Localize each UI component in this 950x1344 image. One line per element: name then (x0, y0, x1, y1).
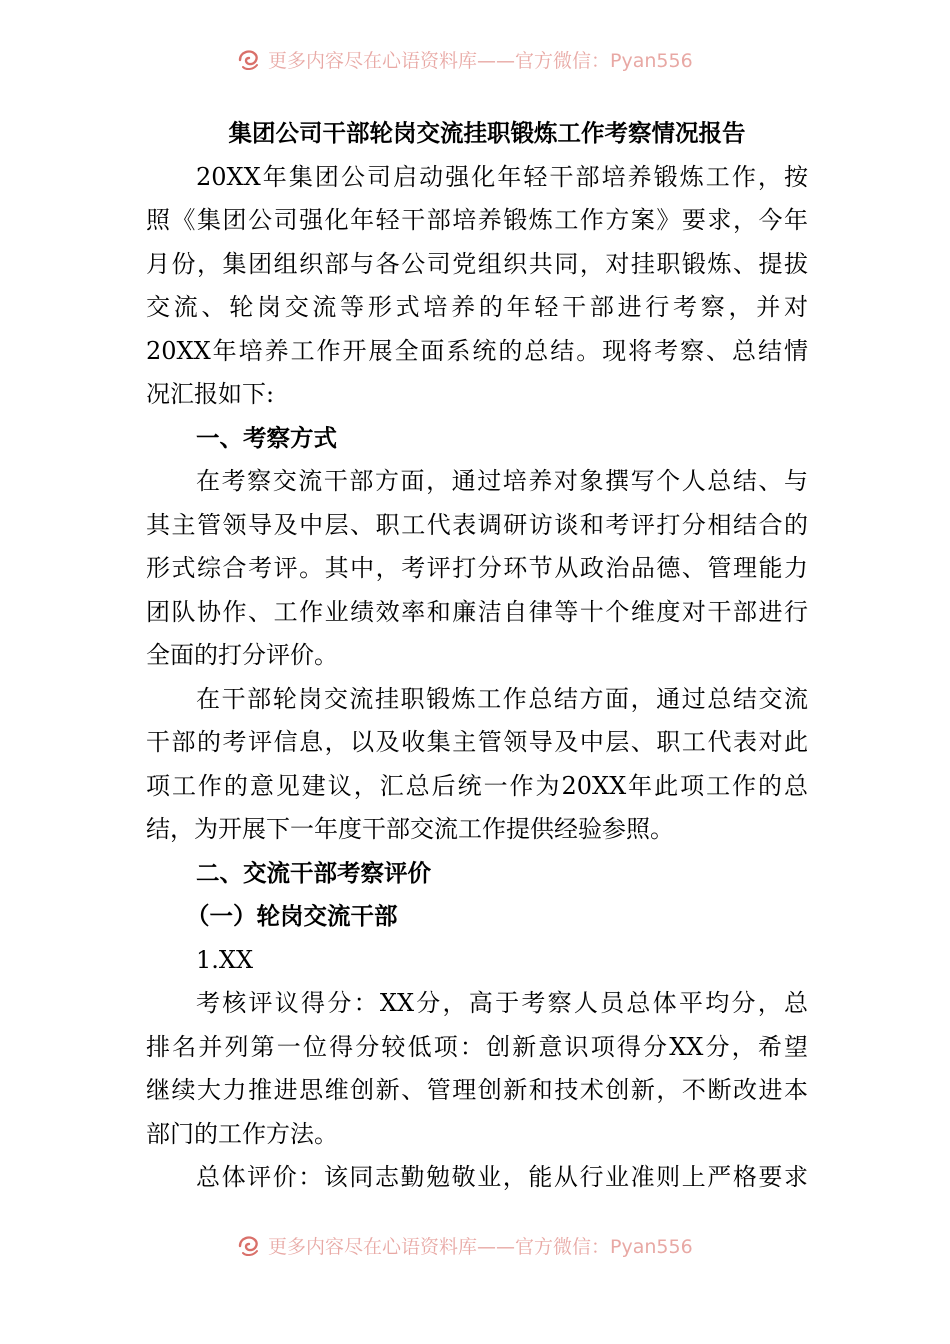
paragraph-line: 交流、轮岗交流等形式培养的年轻干部进行考察，并对 (146, 293, 808, 321)
section-heading: 一、考察方式 (196, 423, 337, 452)
paragraph-line: 在考察交流干部方面，通过培养对象撰写个人总结、与 (196, 467, 808, 495)
header-watermark (236, 44, 716, 74)
paragraph-line: 形式综合考评。其中，考评打分环节从政治品德、管理能力 (146, 554, 808, 582)
watermark-text: 更多内容尽在心语资料库——官方微信：Pyan556 (268, 1235, 693, 1258)
paragraph-line: 考核评议得分：XX分，高于考察人员总体平均分，总 (196, 989, 808, 1017)
paragraph-line: 其主管领导及中层、职工代表调研访谈和考评打分相结合的 (146, 510, 808, 539)
watermark-text: 更多内容尽在心语资料库——官方微信：Pyan556 (268, 49, 693, 72)
paragraph-line: 项工作的意见建议，汇总后统一作为20XX年此项工作的总 (146, 771, 808, 800)
document-body (146, 112, 808, 1200)
paragraph-line: 月份，集团组织部与各公司党组织共同，对挂职锻炼、提拔 (146, 249, 808, 278)
item-number: 1.XX (196, 945, 254, 974)
paragraph-line: 全面的打分评价。 (146, 641, 338, 669)
swirl-logo-icon (236, 46, 262, 72)
paragraph-line: 继续大力推进思维创新、管理创新和技术创新，不断改进本 (146, 1076, 808, 1104)
paragraph-line: 结，为开展下一年度干部交流工作提供经验参照。 (146, 815, 674, 843)
footer-watermark (236, 1230, 716, 1260)
paragraph-line: 总体评价：该同志勤勉敬业，能从行业准则上严格要求 (196, 1163, 808, 1191)
swirl-logo-icon (236, 1232, 262, 1258)
paragraph-line: 部门的工作方法。 (146, 1119, 338, 1148)
paragraph-line: 干部的考评信息，以及收集主管领导及中层、职工代表对此 (146, 728, 808, 756)
section-heading: 二、交流干部考察评价 (196, 858, 431, 887)
subsection-heading: （一）轮岗交流干部 (186, 902, 398, 930)
document-title: 集团公司干部轮岗交流挂职锻炼工作考察情况报告 (228, 119, 746, 147)
paragraph-line: 在干部轮岗交流挂职锻炼工作总结方面，通过总结交流 (196, 684, 808, 713)
paragraph-line: 20XX年培养工作开展全面系统的总结。现将考察、总结情 (146, 336, 808, 365)
paragraph-line: 况汇报如下: (146, 380, 275, 408)
paragraph-line: 照《集团公司强化年轻干部培养锻炼工作方案》要求，今年 (146, 206, 808, 234)
paragraph-line: 排名并列第一位得分较低项：创新意识项得分XX分，希望 (146, 1032, 808, 1061)
paragraph-line: 团队协作、工作业绩效率和廉洁自律等十个维度对干部进行 (146, 597, 808, 626)
paragraph-line: 20XX年集团公司启动强化年轻干部培养锻炼工作，按 (196, 162, 808, 191)
